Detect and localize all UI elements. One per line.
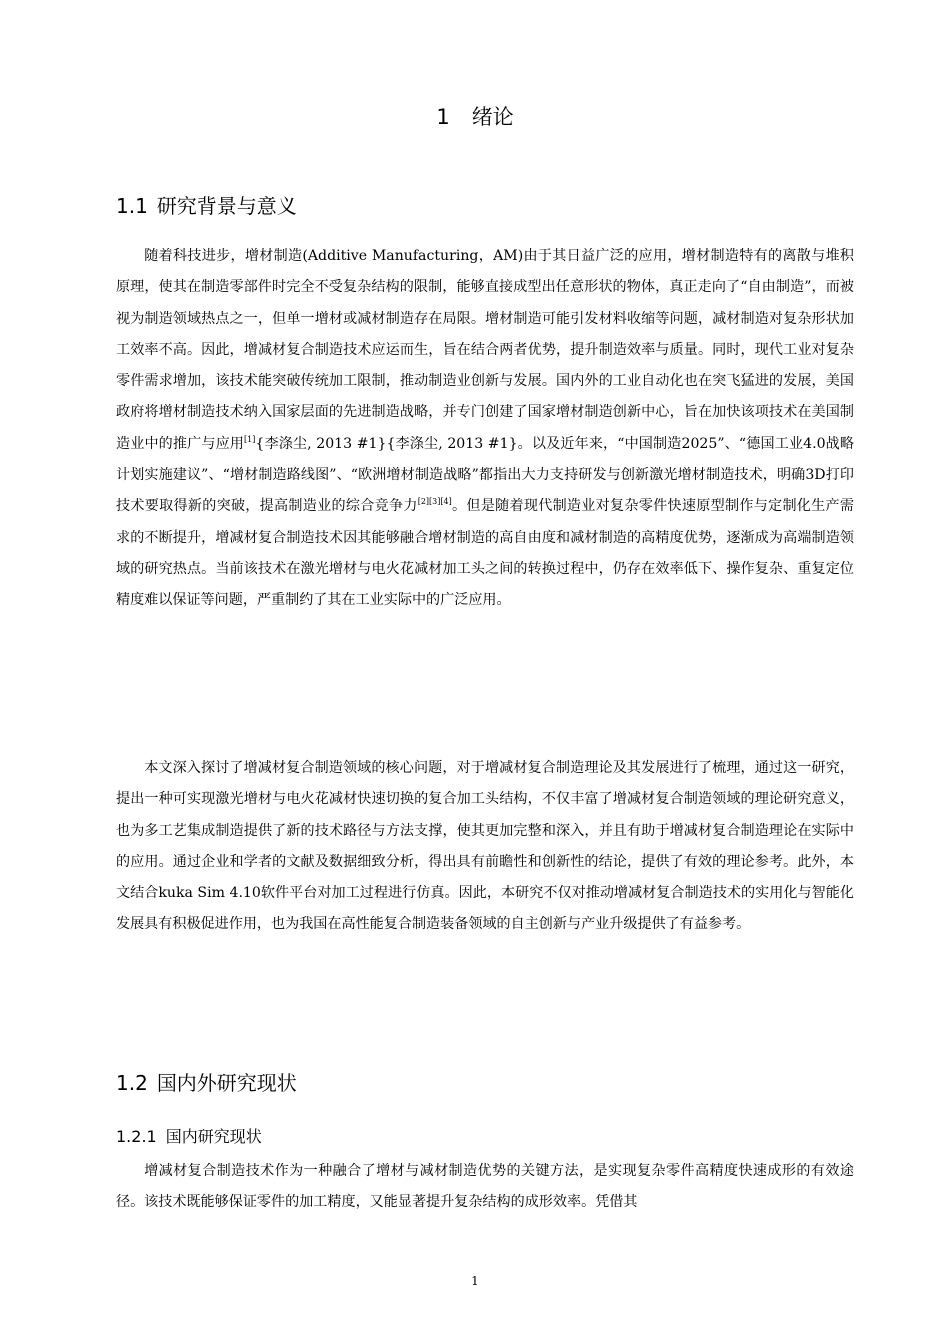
section-1-2-1-number: 1.2.1 xyxy=(116,1127,157,1146)
section-1-2-heading xyxy=(116,1068,297,1098)
section-1-2-1-paragraph-1: 增减材复合制造技术作为一种融合了增材与减材制造优势的关键方法，是实现复杂零件高精度快速成形的有效途径。该技术既能够保证零件的加工精度，又能显著提升复杂结构的成形效率。凭借其 xyxy=(116,1163,854,1211)
citation: [2][3][4] xyxy=(417,497,452,507)
section-1-2-1-heading xyxy=(116,1124,262,1150)
section-1-2-title: 国内外研究现状 xyxy=(156,1071,297,1095)
chapter-number: 1 xyxy=(436,105,450,129)
section-1-2-number: 1.2 xyxy=(116,1071,148,1095)
section-1-1-paragraph-2: 本文深入探讨了增减材复合制造领域的核心问题，对于增减材复合制造理论及其发展进行了梳理，通过这一研究，提出一种可实现激光增材与电火花减材快速切换的复合加工头结构，不仅丰富了增减材复合制造领域的理论研究意义，也为多工艺集成制造提供了新的技术路径与方法支撑，使其更加完整和深入，并且有助于增减材复合制造理论在实际中的应用。通过企业和学者的文献及数据细致分析，得出具有前瞻性和创新性的结论，提供了有效的理论参考。此外，本文结合kuka Sim 4.10软件平台对加工过程进行仿真。因此，本研究不仅对推动增减材复合制造技术的实用化与智能化发展具有积极促进作用，也为我国在高性能复合制造装备领域的自主创新与产业升级提供了有益参考。 xyxy=(116,760,854,933)
paragraph-text: 随着科技进步，增材制造(Additive Manufacturing，AM)由于其日益广泛的应用，增材制造特有的离散与堆积原理，使其在制造零部件时完全不受复杂结构的限制，能够直接成型出任意形状的物体，真正走向了“自由制造”，而被视为制造领域热点之一，但单一增材或减材制造存在局限。增材制造可能引发材料收缩等问题，减材制造对复杂形状加工效率不高。因此，增减材复合制造技术应运而生，旨在结合两者优势，提升制造效率与质量。同时，现代工业对复杂零件需求增加，该技术能突破传统加工限制，推动制造业创新与发展。国内外的工业自动化也在突飞猛进的发展，美国政府将增材制造技术纳入国家层面的先进制造战略，并专门创建了国家增材制造创新中心，旨在加快该项技术在美国制造业中的推广与应用 xyxy=(116,248,854,452)
section-1-2-1-title: 国内研究现状 xyxy=(165,1127,262,1146)
citation: [1] xyxy=(244,434,256,444)
chapter-title-text: 绪论 xyxy=(471,105,514,129)
paragraph-text: {李涤尘, 2013 #1}{李涤尘, 2013 #1}。以及近年来，“中国制造2025”、“德国工业4.0战略计划实施建议”、“增材制造路线图”、“欧洲增材制造战略”都指出大力支持研发与创新激光增材制造技术，明确3D打印技术要取得新的突破，提高制造业的综合竞争力 xyxy=(116,435,855,515)
section-1-1-heading xyxy=(116,191,297,221)
chapter-title xyxy=(0,101,950,133)
page-number: 1 xyxy=(471,1274,479,1288)
section-1-1-number: 1.1 xyxy=(116,194,148,218)
paragraph-text: 。但是随着现代制造业对复杂零件快速原型制作与定制化生产需求的不断提升，增减材复合制造技术因其能够融合增材制造的高自由度和减材制造的高精度优势，逐渐成为高端制造领域的研究热点。当前该技术在激光增材与电火花减材加工头之间的转换过程中，仍存在效率低下、操作复杂、重复定位精度难以保证等问题，严重制约了其在工业实际中的广泛应用。 xyxy=(116,498,855,609)
section-1-1-title: 研究背景与意义 xyxy=(156,194,297,218)
section-1-1-paragraph-1 xyxy=(116,241,854,617)
